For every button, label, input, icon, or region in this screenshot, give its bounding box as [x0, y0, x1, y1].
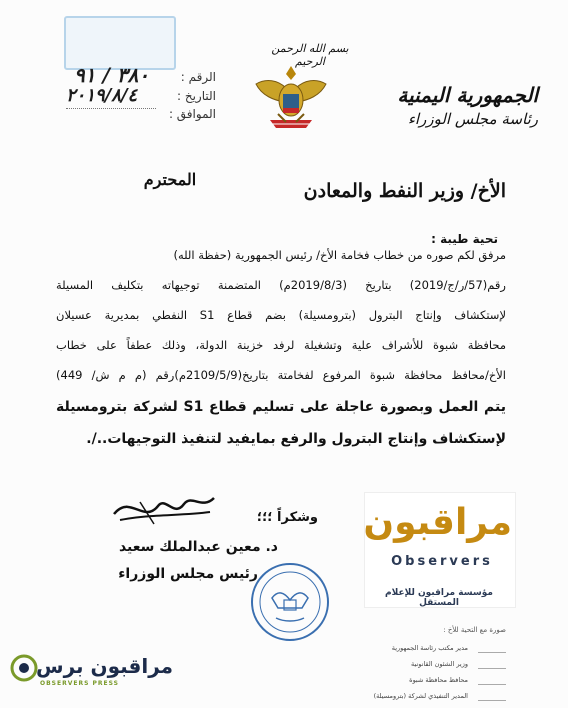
- signer-name: د. معين عبدالملك سعيد: [118, 539, 278, 555]
- footer-logo-arabic: مراقبون برس: [36, 654, 174, 678]
- cabinet-office: رئاسة مجلس الوزراء: [407, 110, 538, 128]
- copy-dash: [478, 652, 506, 653]
- copy-dash: [478, 700, 506, 701]
- attachments-dotted-line: [66, 108, 156, 109]
- signer-title: رئيس مجلس الوزراء: [118, 566, 258, 582]
- watermark-tagline: مؤسسة مراقبون للإعلام المستقل: [385, 588, 493, 608]
- watermark-arabic: مراقبون: [363, 502, 512, 543]
- incoming-stamp: [64, 16, 176, 70]
- observers-press-logo-icon: [10, 654, 38, 682]
- signature-icon: [110, 484, 220, 534]
- official-seal-icon: [248, 560, 332, 644]
- reference-date-value: ٢٠١٩/٨/٤: [66, 85, 138, 106]
- copy-recipient: وزير الشئون القانونية: [411, 660, 468, 668]
- reference-date-label: التاريخ :: [176, 89, 216, 103]
- body-line: الأخ/محافظ محافظة شبوة المرفوع لفخامتة بتاريخ(2109/5/9م)رقم (م م ش/ 449): [56, 368, 506, 382]
- copy-recipient: مدير مكتب رئاسة الجمهورية: [391, 644, 468, 652]
- yemen-eagle-emblem-icon: [250, 58, 332, 140]
- reference-attachments-label: الموافق :: [168, 107, 216, 121]
- copies-heading: صورة مع التحية للأخ :: [443, 626, 506, 634]
- copy-recipient: المدير التنفيذي لشركة (بترومسيلة): [373, 692, 468, 700]
- body-line: مرفق لكم صوره من خطاب فخامة الأخ/ رئيس الجمهورية (حفظة الله): [173, 248, 506, 262]
- respect-salutation: المحترم: [143, 170, 197, 189]
- watermark-english: Observers: [391, 554, 493, 569]
- addressee: الأخ/ وزير النفط والمعادن: [303, 180, 506, 202]
- body-line: رقم(57/ر/ج/2019) بتاريخ (2019/8/3م) المتضمنة توجيهاته بتكليف المسيلة: [56, 278, 506, 292]
- body-line: لإستكشاف وإنتاج البترول (بترومسيلة) بضم قطاع S1 النفطي بمديرية عسيلان: [56, 308, 507, 322]
- copy-recipient: محافظ محافظة شبوة: [409, 676, 468, 684]
- republic-name: الجمهورية اليمنية: [397, 83, 538, 107]
- basmala: بسم الله الرحمن الرحيم: [271, 42, 349, 68]
- closing-thanks: وشكراً ؛؛؛: [256, 510, 318, 525]
- greeting: تحية طيبة :: [431, 232, 498, 246]
- reference-number-label: الرقم :: [180, 70, 216, 84]
- footer-logo-english: OBSERVERS PRESS: [40, 680, 119, 687]
- body-line: محافظة شبوة للأشراف علية وتشغيلة لرفد خزينة الدولة، وذلك عطفاً على خطاب: [56, 338, 506, 352]
- copy-dash: [478, 668, 506, 669]
- instruction-line: لإستكشاف وإنتاج البترول والرفع بمايفيد لتنفيذ التوجيهات../.: [86, 431, 506, 447]
- copy-dash: [478, 684, 506, 685]
- reference-number-value: ٣٨٠ / ٩١: [74, 63, 149, 87]
- instruction-line: يتم العمل وبصورة عاجلة على تسليم قطاع S1 لشركة بترومسيلة: [56, 399, 507, 415]
